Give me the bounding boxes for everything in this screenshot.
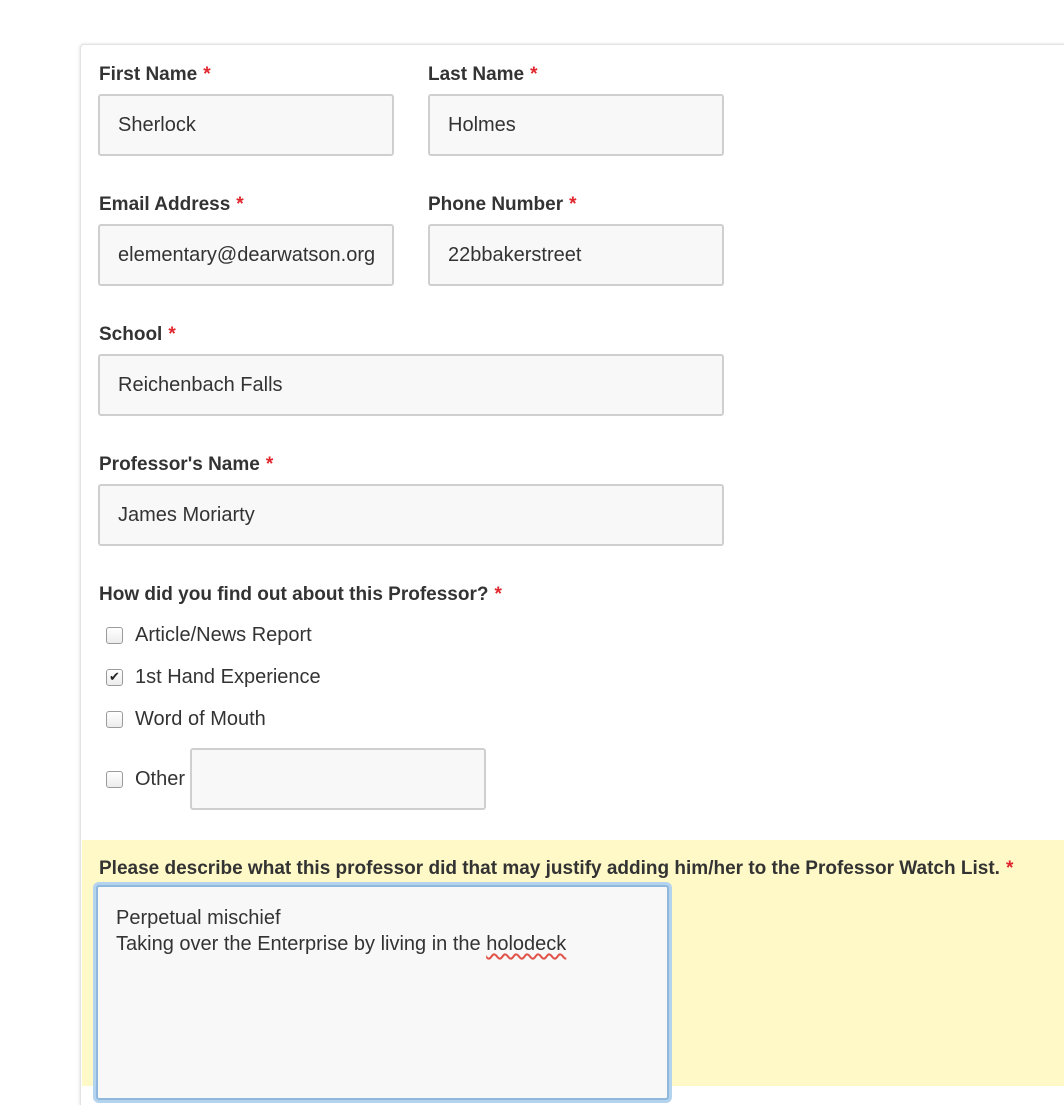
last-name-label: Last Name * [428,64,538,85]
description-textarea[interactable] [96,885,669,1100]
email-input[interactable]: elementary@dearwatson.org [98,224,394,286]
school-label: School * [99,324,176,345]
checkbox-article-news-report[interactable] [106,627,123,644]
required-marker: * [236,194,244,215]
description-line-2: Taking over the Enterprise by living in the holodeck [116,933,567,955]
phone-input[interactable]: 22bbakerstreet [428,224,724,286]
option-label: Other [135,767,186,790]
required-marker: * [168,324,176,345]
required-marker: * [1005,858,1014,879]
checkbox-1st-hand-experience[interactable]: ✔ [106,669,123,686]
required-marker: * [569,194,577,215]
school-input[interactable]: Reichenbach Falls [98,354,724,416]
required-marker: * [265,454,274,475]
option-1st-hand-experience[interactable] [106,663,321,691]
professor-name-input[interactable]: James Moriarty [98,484,724,546]
option-word-of-mouth[interactable] [106,705,266,733]
misspelled-word: holodeck [486,933,567,955]
required-marker: * [494,584,502,605]
option-other[interactable] [106,765,185,793]
option-label: Word of Mouth [135,707,266,730]
required-marker: * [530,64,538,85]
option-label: 1st Hand Experience [135,665,321,688]
description-label: Please describe what this professor did that may justify adding him/her to the Professor Watch List. * [99,858,1014,879]
phone-label: Phone Number * [428,194,577,215]
checkbox-word-of-mouth[interactable] [106,711,123,728]
first-name-input[interactable]: Sherlock [98,94,394,156]
professor-name-label: Professor's Name * [99,454,274,475]
option-label: Article/News Report [135,623,312,646]
option-article-news-report[interactable] [106,621,312,649]
other-source-input[interactable] [190,748,486,810]
checkbox-other[interactable] [106,771,123,788]
first-name-label: First Name * [99,64,211,85]
description-line-1: Perpetual mischief [116,907,281,929]
last-name-input[interactable]: Holmes [428,94,724,156]
source-question-label: How did you find out about this Professor? * [99,584,502,605]
required-marker: * [203,64,211,85]
email-label: Email Address * [99,194,244,215]
